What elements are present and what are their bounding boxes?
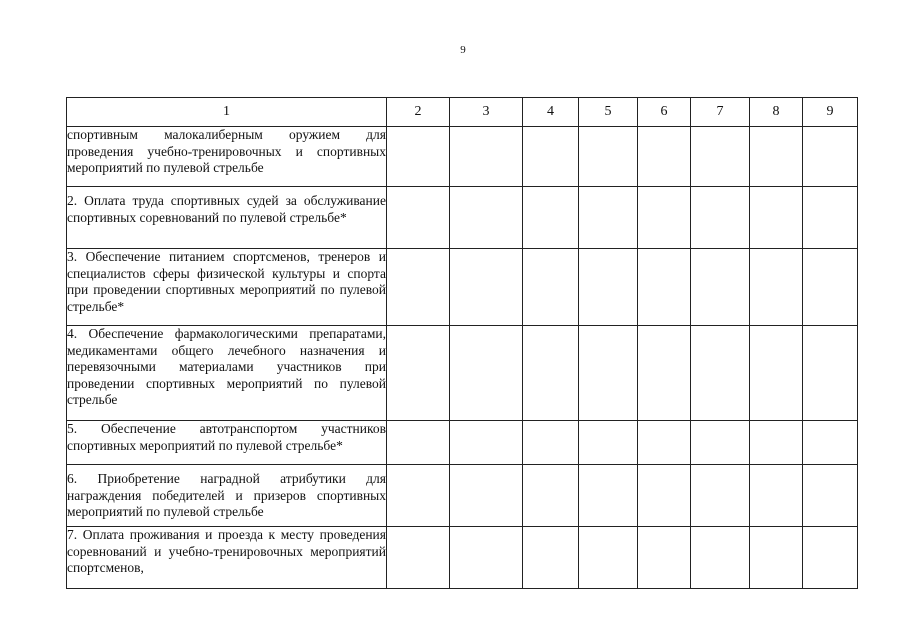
table-cell (750, 127, 803, 187)
table-cell (803, 127, 858, 187)
table-cell (579, 127, 638, 187)
row-description: 6. Приобретение наградной атрибутики для награждения победителей и призеров спортивных мероприятий по пулевой стрельбе (67, 465, 387, 527)
row-description: 3. Обеспечение питанием спортсменов, тренеров и специалистов сферы физической культуры и спорта при проведении спортивных мероприятий по пулевой стрельбе* (67, 249, 387, 326)
column-header: 4 (523, 98, 579, 127)
page-number: 9 (460, 44, 466, 56)
table-cell (387, 187, 450, 249)
column-header: 3 (450, 98, 523, 127)
row-description: 5. Обеспечение автотранспортом участников спортивных мероприятий по пулевой стрельбе* (67, 421, 387, 465)
column-header: 7 (691, 98, 750, 127)
table-cell (579, 187, 638, 249)
table-cell (523, 465, 579, 527)
table-cell (387, 127, 450, 187)
table-cell (450, 249, 523, 326)
column-header: 5 (579, 98, 638, 127)
table-cell (638, 249, 691, 326)
table-cell (387, 249, 450, 326)
table-cell (387, 527, 450, 589)
row-description: 2. Оплата труда спортивных судей за обслуживание спортивных соревнований по пулевой стрельбе* (67, 187, 387, 249)
table-cell (387, 326, 450, 421)
table-cell (750, 465, 803, 527)
table-cell (523, 187, 579, 249)
table-cell (450, 465, 523, 527)
table-cell (579, 249, 638, 326)
table-cell (691, 465, 750, 527)
table-cell (691, 187, 750, 249)
table-cell (691, 249, 750, 326)
table-cell (691, 527, 750, 589)
table-cell (803, 326, 858, 421)
table-cell (450, 527, 523, 589)
table-cell (523, 249, 579, 326)
table-cell (579, 326, 638, 421)
table-cell (387, 465, 450, 527)
table-cell (523, 326, 579, 421)
table-cell (579, 421, 638, 465)
table-cell (803, 527, 858, 589)
budget-table (66, 97, 858, 589)
table-cell (803, 421, 858, 465)
table-row (67, 465, 858, 527)
table-cell (638, 465, 691, 527)
table-cell (803, 465, 858, 527)
table-cell (803, 249, 858, 326)
table-cell (750, 421, 803, 465)
table-cell (523, 527, 579, 589)
row-description: 4. Обеспечение фармакологическими препаратами, медикаментами общего лечебного назначения и перевязочными материалами участников при проведении спортивных мероприятий по пулевой стрельбе (67, 326, 387, 421)
row-description: 7. Оплата проживания и проезда к месту проведения соревнований и учебно-тренировочных мероприятий спортсменов, (67, 527, 387, 589)
column-header: 1 (67, 98, 387, 127)
table-row (67, 527, 858, 589)
table-cell (450, 187, 523, 249)
table-cell (691, 421, 750, 465)
table-cell (638, 421, 691, 465)
table-row (67, 421, 858, 465)
header-row (67, 98, 858, 127)
table-cell (450, 127, 523, 187)
table-row (67, 249, 858, 326)
column-header: 9 (803, 98, 858, 127)
column-header: 6 (638, 98, 691, 127)
table-row (67, 326, 858, 421)
table-cell (450, 326, 523, 421)
table-cell (523, 421, 579, 465)
table-cell (638, 527, 691, 589)
table-cell (387, 421, 450, 465)
table-row (67, 187, 858, 249)
table-cell (691, 326, 750, 421)
table-cell (750, 527, 803, 589)
table-cell (750, 249, 803, 326)
table-cell (579, 465, 638, 527)
column-header: 8 (750, 98, 803, 127)
table-cell (523, 127, 579, 187)
table-cell (803, 187, 858, 249)
table-cell (638, 127, 691, 187)
table-cell (750, 187, 803, 249)
table-row (67, 127, 858, 187)
column-header: 2 (387, 98, 450, 127)
table-cell (579, 527, 638, 589)
table-cell (638, 187, 691, 249)
row-description: спортивным малокалиберным оружием для проведения учебно-тренировочных и спортивных мероприятий по пулевой стрельбе (67, 127, 387, 187)
table-cell (750, 326, 803, 421)
table-cell (450, 421, 523, 465)
table-cell (638, 326, 691, 421)
table-cell (691, 127, 750, 187)
